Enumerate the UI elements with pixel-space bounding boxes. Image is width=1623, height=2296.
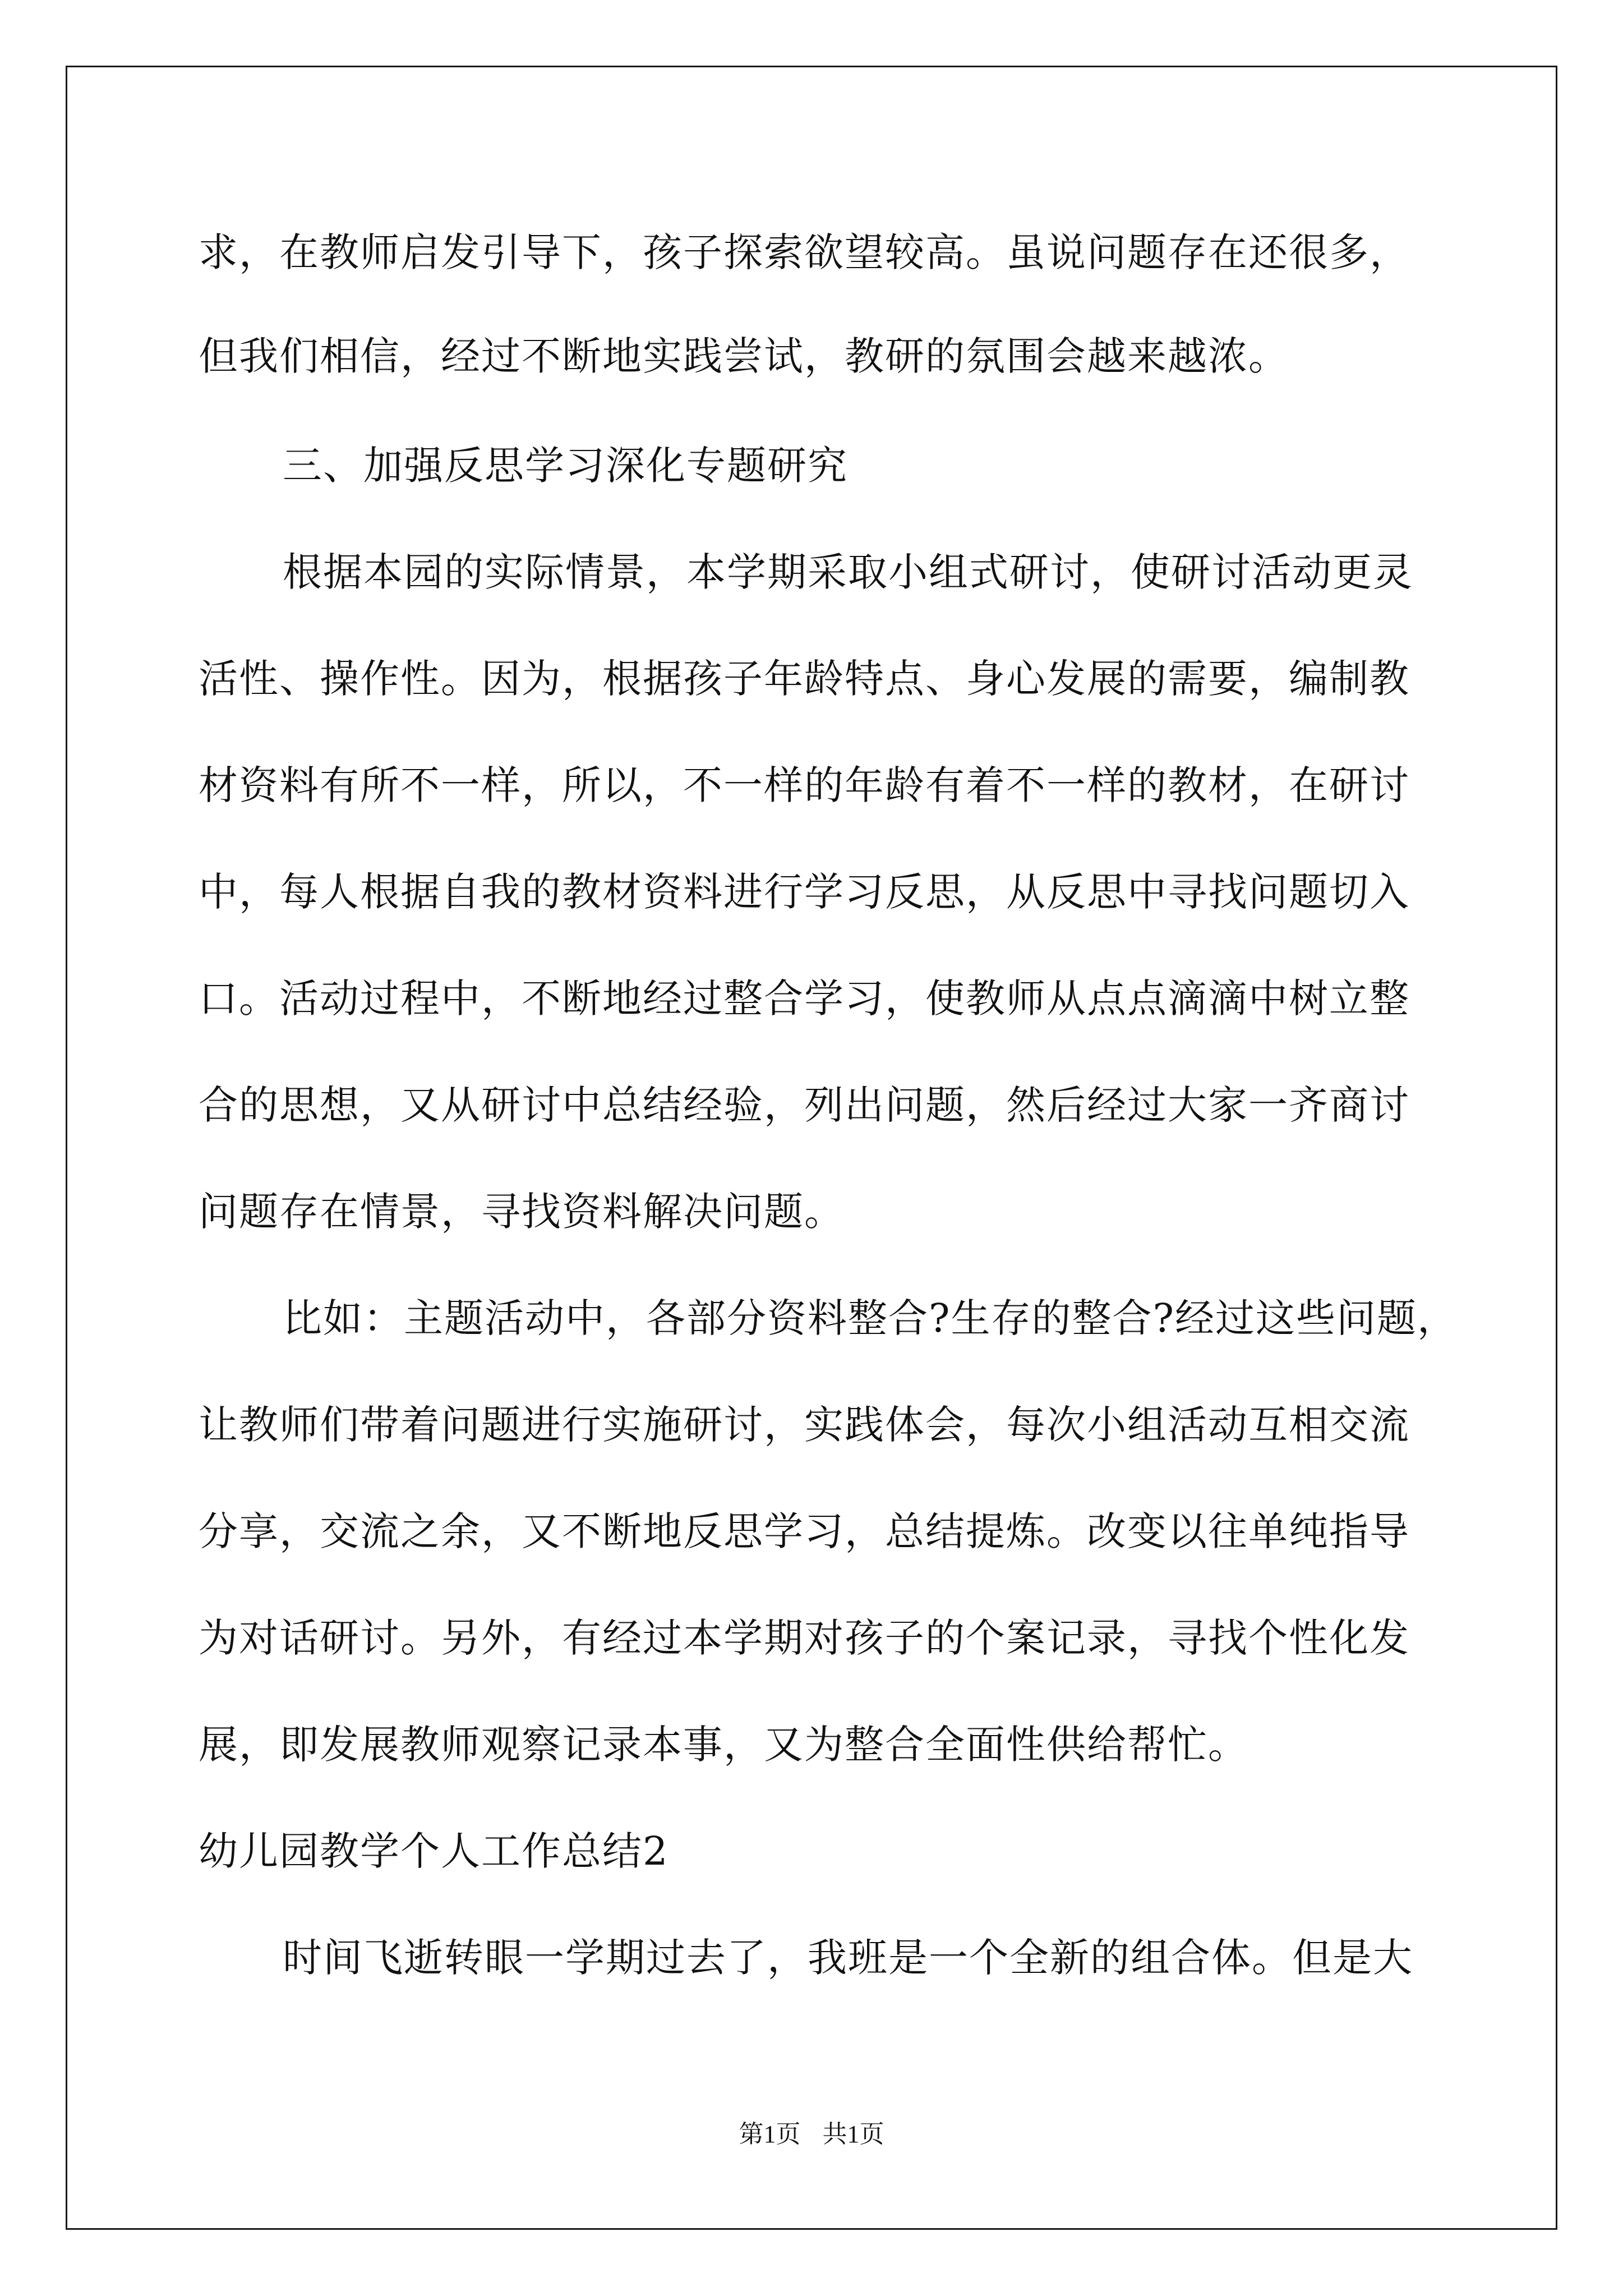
section-heading: 三、加强反思学习深化专题研究 [283, 443, 848, 489]
page-footer [0, 2118, 1623, 2151]
text-line: 合的思想，又从研讨中总结经验，列出问题，然后经过大家一齐商讨 [199, 1082, 1410, 1128]
text-line: 求，在教师启发引导下，孩子探索欲望较高。虽说问题存在还很多， [199, 229, 1410, 275]
document-title: 幼儿园教学个人工作总结2 [199, 1828, 669, 1874]
text-line: 分享，交流之余，又不断地反思学习，总结提炼。改变以往单纯指导 [199, 1508, 1410, 1554]
text-line: 材资料有所不一样，所以，不一样的年龄有着不一样的教材，在研讨 [199, 762, 1410, 808]
text-line: 口。活动过程中，不断地经过整合学习，使教师从点点滴滴中树立整 [199, 976, 1410, 1022]
text-line: 展，即发展教师观察记录本事，又为整合全面性供给帮忙。 [199, 1722, 1248, 1768]
text-line: 中，每人根据自我的教材资料进行学习反思，从反思中寻找问题切入 [199, 869, 1410, 915]
text-line: 但我们相信，经过不断地实践尝试，教研的氛围会越来越浓。 [199, 333, 1289, 379]
text-line: 让教师们带着问题进行实施研讨，实践体会，每次小组活动互相交流 [199, 1402, 1410, 1448]
text-line: 为对话研讨。另外，有经过本学期对孩子的个案记录，寻找个性化发 [199, 1615, 1410, 1661]
page-total: 共1页 [822, 2120, 884, 2148]
text-line: 时间飞逝转眼一学期过去了，我班是一个全新的组合体。但是大 [283, 1935, 1413, 1981]
text-line: 活性、操作性。因为，根据孩子年龄特点、身心发展的需要，编制教 [199, 656, 1410, 702]
page-border [66, 66, 1557, 2230]
text-line: 根据本园的实际情景，本学期采取小组式研讨，使研讨活动更灵 [283, 549, 1413, 595]
page-number: 第1页 [739, 2120, 801, 2148]
text-line: 问题存在情景，寻找资料解决问题。 [199, 1189, 845, 1235]
text-line: 比如：主题活动中，各部分资料整合?生存的整合?经过这些问题， [283, 1295, 1458, 1341]
